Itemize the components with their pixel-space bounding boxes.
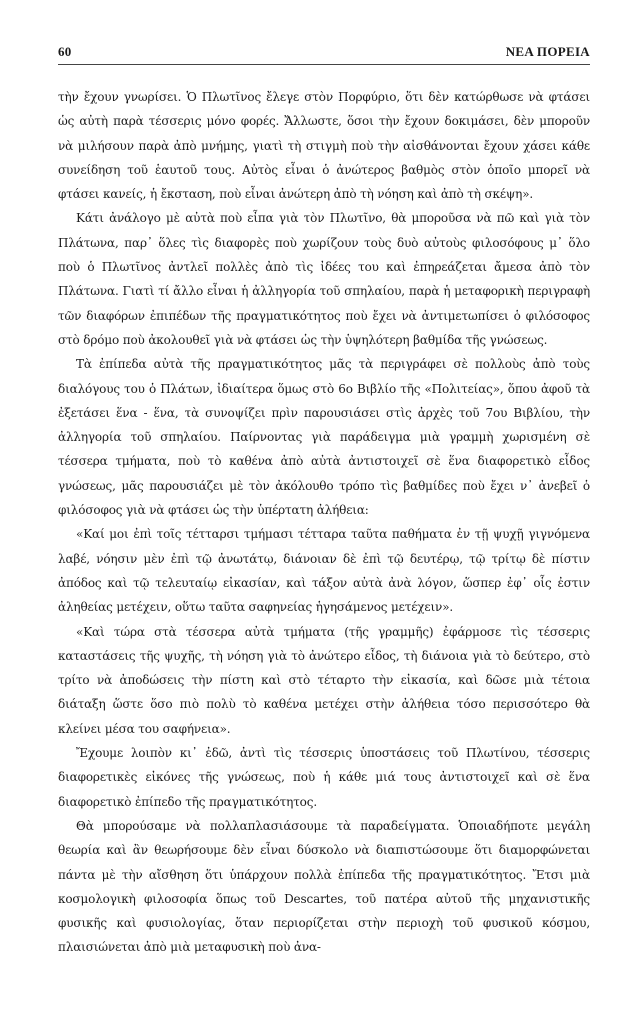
body-text — [58, 85, 590, 960]
paragraph-1: τὴν ἔχουν γνωρίσει. Ὁ Πλωτῖνος ἔλεγε στὸν Πορφύριο, ὅτι δὲν κατώρθωσε νὰ φτάσει ὡς αὐτὴ παρὰ τέσσερις μόνο φορές. Ἄλλωστε, ὅσοι τὴν ἔχουν δοκιμάσει, δὲν μποροῦν νὰ μιλήσουν παρὰ ἀπὸ μνήμης, γιατὶ τὴ στιγμὴ ποὺ τὴν αἰσθάνονται ἔχουν χάσει κάθε συνείδηση τοῦ ἑαυτοῦ τους. Αὐτὸς εἶναι ὁ ἀνώτερος βαθμὸς στὸν ὁποῖο μπορεῖ νὰ φτάσει κανείς, ἡ ἔκσταση, ποὺ εἶναι ἀνώτερη ἀπὸ τὴ νόηση καὶ ἀπὸ τὴ σκέψη». — [58, 90, 590, 202]
page-number: 60 — [58, 44, 72, 59]
paragraph-2: Κάτι ἀνάλογο μὲ αὐτὰ ποὺ εἶπα γιὰ τὸν Πλωτῖνο, θὰ μποροῦσα νὰ πῶ καὶ γιὰ τὸν Πλάτωνα, παρ᾽ ὅλες τὶς διαφορὲς ποὺ χωρίζουν τοὺς δυὸ αὐτοὺς φιλοσόφους μ᾽ ὅλο ποὺ ὁ Πλωτῖνος ἀντλεῖ πολλὲς ἀπὸ τὶς ἰδέες του καὶ ἐπηρεάζεται ἄμεσα ἀπὸ τὸν Πλάτωνα. Γιατὶ τί ἄλλο εἶναι ἡ ἀλληγορία τοῦ σπηλαίου, παρὰ ἡ μεταφορικὴ περιγραφὴ τῶν διαφόρων ἐπιπέδων τῆς πραγματικότητος ποὺ ἔχει νὰ ἀντιμετωπίσει ὁ φιλόσοφος στὸ δρόμο ποὺ ἀκολουθεῖ γιὰ νὰ φτάσει ὡς τὴν ὑψηλότερη βαθμίδα τῆς γνώσεως. — [58, 211, 590, 347]
paragraph-5: Θὰ μπορούσαμε νὰ πολλαπλασιάσουμε τὰ παραδείγματα. Ὁποιαδήποτε μεγάλη θεωρία καὶ ἂν θεωρήσουμε δὲν εἶναι δύσκολο νὰ διαπιστώσουμε ὅτι διαμορφώνεται πάντα μὲ τὴν αἴσθηση ὅτι ὑπάρχουν πολλὰ ἐπίπεδα τῆς πραγματικότητος. Ἔτσι μιὰ κοσμολογικὴ φιλοσοφία ὅπως τοῦ Descartes, τοῦ πατέρα αὐτοῦ τῆς μηχανιστικῆς φυσικῆς καὶ φυσιολογίας, ὅταν περιορίζεται στὴν περιοχὴ τοῦ φυσικοῦ κόσμου, πλαισιώνεται ἀπὸ μιὰ μεταφυσικὴ ποὺ ἀνα- — [58, 818, 590, 955]
paragraph-3: Τὰ ἐπίπεδα αὐτὰ τῆς πραγματικότητος μᾶς τὰ περιγράφει σὲ πολλοὺς ἀπὸ τοὺς διαλόγους του ὁ Πλάτων, ἰδιαίτερα ὅμως στὸ 6ο Βιβλίο τῆς «Πολιτείας», ὅπου ἀφοῦ τὰ ἐξετάσει ἕνα - ἕνα, τὰ συνοψίζει πρὶν παρουσιάσει στὶς ἀρχὲς τοῦ 7ου Βιβλίου, τὴν ἀλληγορία τοῦ σπηλαίου. Παίρνοντας γιὰ παράδειγμα μιὰ γραμμὴ χωρισμένη σὲ τέσσερα τμήματα, ποὺ τὸ καθένα ἀπὸ αὐτὰ ἀντιστοιχεῖ σὲ ἕνα διαφορετικὸ εἶδος γνώσεως, μᾶς παρουσιάζει μὲ τὸν ἀκόλουθο τρόπο τὶς βαθμίδες ποὺ ἔχει ν᾽ ἀνεβεῖ ὁ φιλόσοφος γιὰ νὰ φτάσει ὡς τὴν ὑπέρτατη ἀλήθεια: — [58, 357, 590, 518]
running-title: ΝΕΑ ΠΟΡΕΙΑ — [505, 44, 590, 59]
running-head — [58, 44, 590, 65]
quote-greek: «Καί μοι ἐπὶ τοῖς τέτταρσι τμήμασι τέτταρα ταῦτα παθήματα ἐν τῇ ψυχῇ γιγνόμενα λαβέ, νόησιν μὲν ἐπὶ τῷ ἀνωτάτῳ, διάνοιαν δὲ ἐπὶ τῷ δευτέρῳ, τῷ τρίτῳ δὲ πίστιν ἀπόδος καὶ τῷ τελευταίῳ εἰκασίαν, καὶ τάξον αὐτὰ ἀνὰ λόγον, ὥσπερ ἐφ᾽ οἷς ἐστιν ἀληθείας μετέχειν, οὕτω ταῦτα σαφηνείας ἡγησάμενος μετέχειν». — [58, 527, 590, 615]
paragraph-4: Ἔχουμε λοιπὸν κι᾽ ἐδῶ, ἀντὶ τὶς τέσσερις ὑποστάσεις τοῦ Πλωτίνου, τέσσερις διαφορετικὲς εἰκόνες τῆς γνώσεως, ποὺ ἡ κάθε μιά τους ἀντιστοιχεῖ καὶ σὲ ἕνα διαφορετικὸ ἐπίπεδο τῆς πραγματικότητος. — [58, 746, 590, 809]
quote-translation: «Καὶ τώρα στὰ τέσσερα αὐτὰ τμήματα (τῆς γραμμῆς) ἐφάρμοσε τὶς τέσσερις καταστάσεις τῆς ψυχῆς, τὴ νόηση γιὰ τὸ ἀνώτερο εἶδος, τὴ διάνοια γιὰ τὸ δεύτερο, στὸ τρίτο νὰ ἀποδώσεις τὴν πίστη καὶ στὸ τέταρτο τὴν εἰκασία, καὶ δῶσε μιὰ τέτοια διάταξη ὥστε ὅσο πιὸ πολὺ τὸ καθένα μετέχει στὴν ἀλήθεια τόσο περισσότερο θὰ κλείνει μέσα του σαφήνεια». — [58, 624, 590, 736]
book-page — [58, 44, 590, 960]
